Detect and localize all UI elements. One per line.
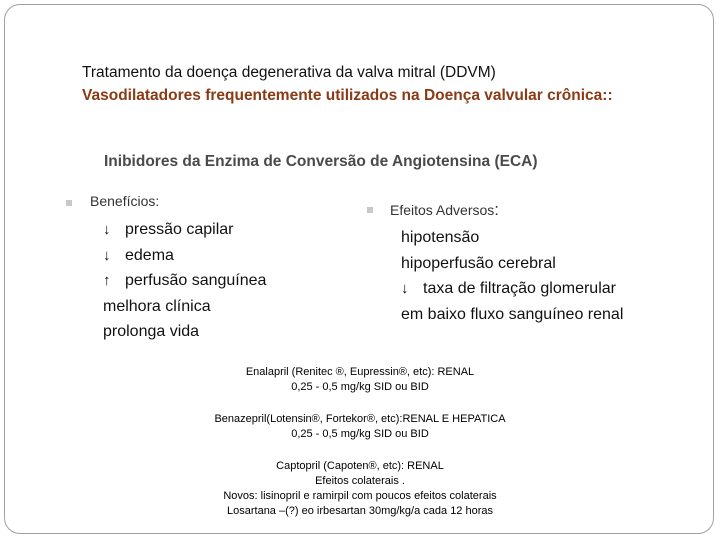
drug-enalapril-dose: 0,25 - 0,5 mg/kg SID ou BID (291, 381, 429, 393)
drug-benazepril-dose: 0,25 - 0,5 mg/kg SID ou BID (291, 428, 429, 440)
list-item (103, 319, 266, 345)
benefits-list (103, 217, 266, 345)
arrow-down-icon: ↓ (103, 246, 111, 264)
list-item-text: perfusão sanguínea (125, 272, 267, 289)
list-item (401, 251, 623, 277)
bullet-square-icon (66, 200, 72, 206)
drug-losartan: Losartana –(?) eo irbesartan 30mg/kg/a cada 12 horas (227, 505, 493, 517)
arrow-down-icon: ↓ (401, 280, 409, 297)
arrow-up-icon: ↑ (103, 272, 111, 289)
list-item (401, 276, 623, 302)
list-item (103, 243, 266, 269)
adverse-effects-list (401, 225, 623, 327)
drug-new-options: Novos: lisinopril e ramirpil com poucos efeitos colaterais (223, 490, 497, 502)
drug-captopril: Captopril (Capoten®, etc): RENAL (276, 460, 444, 472)
drug-captopril-side-effects: Efeitos colaterais . (315, 475, 405, 487)
list-item-text: pressão capilar (125, 221, 234, 238)
slide-title: Tratamento da doença degenerativa da valva mitral (DDVM) (82, 64, 496, 81)
list-item (401, 225, 623, 251)
bullet-square-icon (367, 207, 373, 213)
list-item-text: melhora clínica (103, 297, 211, 315)
list-item-text: em baixo fluxo sanguíneo renal (401, 305, 624, 323)
adverse-effects-heading-colon: : (494, 200, 500, 219)
arrow-down-icon: ↓ (103, 221, 111, 238)
benefits-heading: Benefícios: (90, 193, 160, 209)
section-heading-eca: Inibidores da Enzima de Conversão de Angiotensina (ECA) (104, 153, 538, 170)
list-item-text: hipoperfusão cerebral (401, 254, 556, 272)
list-item (103, 294, 266, 320)
list-item-text: edema (125, 246, 174, 264)
list-item (103, 268, 266, 294)
list-item (103, 217, 266, 243)
adverse-effects-heading (390, 200, 499, 220)
drug-enalapril: Enalapril (Renitec ®, Eupressin®, etc): RENAL (245, 366, 475, 378)
adverse-effects-heading-text: Efeitos Adversos (390, 202, 495, 218)
list-item-text: taxa de filtração glomerular (423, 280, 616, 297)
list-item-text: hipotensão (401, 229, 480, 246)
list-item (401, 302, 623, 328)
slide-subtitle-vasodilators: Vasodilatadores frequentemente utilizados na Doença valvular crônica:: (82, 87, 613, 104)
drug-dosage-block (160, 365, 560, 519)
list-item-text: prolonga vida (103, 323, 200, 340)
drug-benazepril: Benazepril(Lotensin®, Fortekor®, etc):RENAL E HEPATICA (214, 413, 506, 425)
